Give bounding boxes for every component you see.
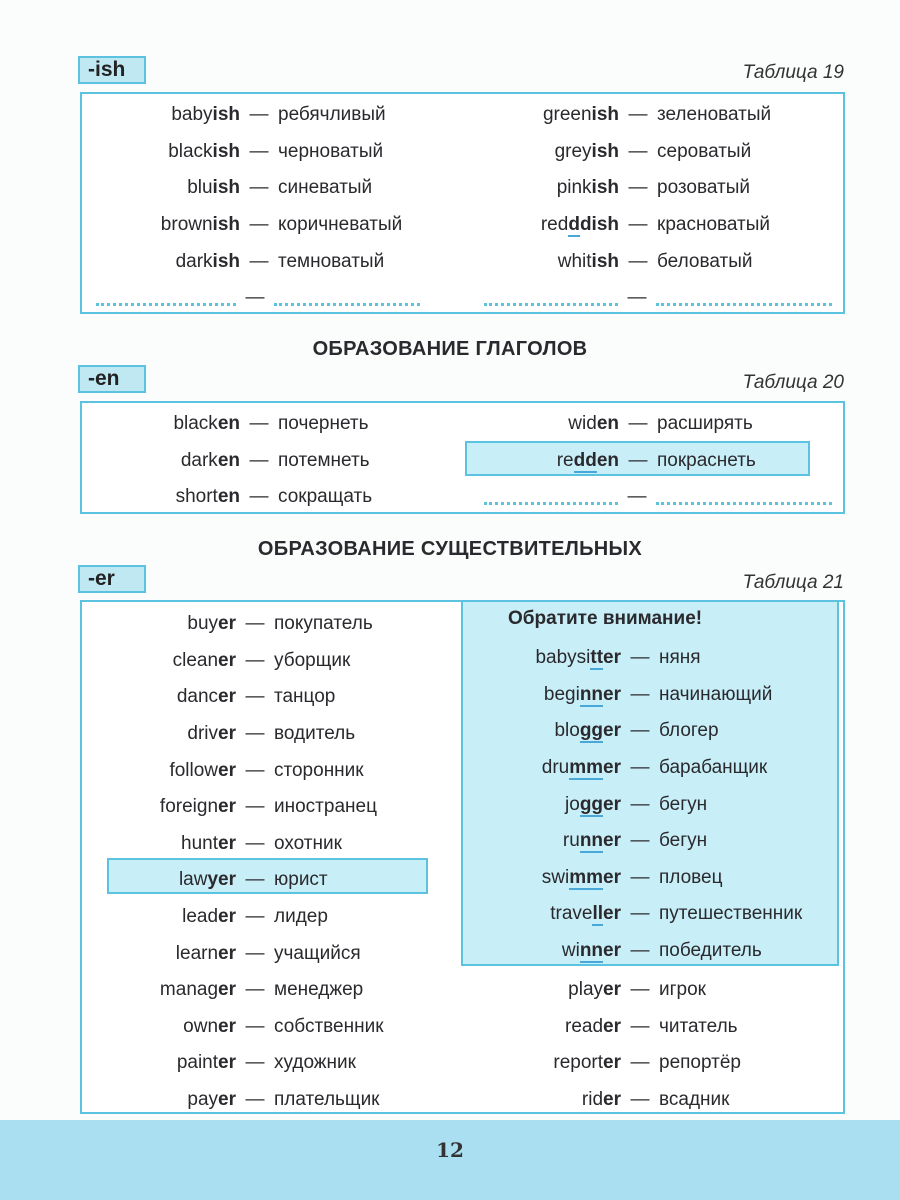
word-suffix: en <box>217 486 240 508</box>
word-entry <box>460 786 802 823</box>
word-suffix: er <box>603 683 621 705</box>
word-suffix: er <box>218 723 236 745</box>
word-suffix: er <box>603 1015 621 1037</box>
russian-translation: юрист <box>274 869 328 891</box>
russian-translation: лидер <box>274 906 328 928</box>
dash: — <box>628 140 648 162</box>
dash: — <box>245 723 265 745</box>
dash: — <box>249 140 269 162</box>
english-word <box>462 177 619 199</box>
doubled-letters: dd <box>573 449 597 471</box>
word-entry <box>82 479 372 516</box>
word-suffix: en <box>596 449 619 471</box>
word-stem: swi <box>541 866 570 888</box>
dash: — <box>630 866 650 888</box>
word-stem: black <box>168 140 213 162</box>
dash: — <box>249 449 269 471</box>
dash: — <box>245 796 265 818</box>
russian-translation: начинающий <box>659 683 773 705</box>
word-suffix: en <box>217 413 240 435</box>
dash: — <box>628 250 648 272</box>
english-word <box>460 684 621 706</box>
russian-translation: танцор <box>274 686 336 708</box>
dash: — <box>630 1089 650 1111</box>
word-entry <box>462 406 756 443</box>
dash: — <box>245 686 265 708</box>
russian-translation: барабанщик <box>659 757 768 779</box>
doubled-letters: nn <box>579 830 604 852</box>
word-entry <box>80 1045 384 1082</box>
english-word <box>82 413 240 435</box>
russian-translation: менеджер <box>274 979 364 1001</box>
word-suffix: er <box>603 979 621 1001</box>
english-word <box>460 867 621 889</box>
word-stem: learn <box>175 942 219 964</box>
english-word <box>460 794 621 816</box>
dash: — <box>630 757 650 779</box>
table-19-left-column <box>82 97 402 280</box>
english-word <box>80 723 236 745</box>
word-suffix: dish <box>579 214 619 236</box>
word-suffix: er <box>218 1052 236 1074</box>
dash: — <box>630 830 650 852</box>
word-suffix: er <box>603 866 621 888</box>
doubled-letters: gg <box>579 720 604 742</box>
doubled-letters: nn <box>579 940 604 962</box>
table-19 <box>80 92 845 314</box>
word-suffix: ish <box>591 140 619 162</box>
word-suffix: ish <box>212 177 240 199</box>
russian-translation: иностранец <box>274 796 377 818</box>
english-word <box>80 650 236 672</box>
word-entry <box>462 207 771 244</box>
word-entry <box>462 97 771 134</box>
word-entry <box>460 823 802 860</box>
word-stem: green <box>542 104 592 126</box>
word-entry <box>80 1009 384 1046</box>
table-21-right-column <box>460 972 741 1118</box>
english-word <box>462 214 619 236</box>
russian-translation: расширять <box>657 413 753 435</box>
word-suffix: er <box>218 1015 236 1037</box>
word-entry <box>462 443 756 480</box>
english-word <box>80 979 236 1001</box>
word-entry <box>80 789 384 826</box>
russian-translation: художник <box>274 1052 356 1074</box>
word-entry <box>460 972 741 1009</box>
table-19-right-column <box>462 97 771 280</box>
russian-translation: уборщик <box>274 649 351 671</box>
word-stem: babysi <box>535 647 591 669</box>
dash: — <box>245 869 265 891</box>
word-entry <box>462 243 771 280</box>
word-stem: manag <box>159 979 219 1001</box>
word-stem: follow <box>169 759 219 781</box>
dash: — <box>630 1015 650 1037</box>
word-entry <box>80 862 384 899</box>
russian-translation: путешественник <box>659 903 803 925</box>
word-stem: short <box>175 486 218 508</box>
dash: — <box>245 1089 265 1111</box>
english-word <box>460 647 621 669</box>
table-19-label: Таблица 19 <box>742 62 844 83</box>
word-entry <box>460 1082 741 1119</box>
russian-translation: зеленоватый <box>657 104 772 126</box>
word-stem: play <box>568 979 604 1001</box>
word-stem: foreign <box>159 796 219 818</box>
word-suffix: er <box>603 647 621 669</box>
doubled-letters: nn <box>579 683 604 705</box>
word-suffix: er <box>603 903 621 925</box>
russian-translation: ребячливый <box>278 104 386 126</box>
word-entry <box>460 896 802 933</box>
word-entry <box>460 640 802 677</box>
russian-translation: игрок <box>659 979 706 1001</box>
doubled-letters: tt <box>590 647 604 669</box>
blank-row-right: — <box>484 479 832 516</box>
word-stem: report <box>553 1052 604 1074</box>
dash: — <box>628 214 648 236</box>
table-20-right-column <box>462 406 756 479</box>
suffix-tag-ish: -ish <box>78 56 146 84</box>
russian-translation: всадник <box>659 1089 730 1111</box>
doubled-letters: d <box>568 214 580 236</box>
word-entry <box>82 443 372 480</box>
word-suffix: er <box>218 686 236 708</box>
word-suffix: ish <box>212 214 240 236</box>
table-21-label: Таблица 21 <box>742 572 844 593</box>
dash: — <box>245 649 265 671</box>
word-suffix: en <box>217 449 240 471</box>
table-21-left-column <box>80 606 384 1118</box>
russian-translation: бегун <box>659 793 708 815</box>
english-word <box>80 1016 236 1038</box>
note-title: Обратите внимание! <box>508 608 703 629</box>
russian-translation: потемнеть <box>278 449 370 471</box>
english-word <box>82 141 240 163</box>
dash: — <box>630 979 650 1001</box>
dash: — <box>245 979 265 1001</box>
english-word <box>460 1052 621 1074</box>
russian-translation: покраснеть <box>657 449 756 471</box>
blank-row-right: — <box>484 280 832 317</box>
word-entry <box>82 170 402 207</box>
word-suffix: er <box>218 613 236 635</box>
english-word <box>460 940 621 962</box>
word-suffix: ish <box>212 250 240 272</box>
russian-translation: охотник <box>274 832 342 854</box>
english-word <box>460 1089 621 1111</box>
table-20 <box>80 401 845 514</box>
english-word <box>462 413 619 435</box>
word-suffix: ish <box>591 177 619 199</box>
english-word <box>462 141 619 163</box>
english-word <box>80 613 236 635</box>
english-word <box>460 903 621 925</box>
dash: — <box>630 793 650 815</box>
section-heading-nouns: ОБРАЗОВАНИЕ СУЩЕСТВИТЕЛЬНЫХ <box>257 538 643 560</box>
word-stem: driv <box>187 723 219 745</box>
word-suffix: er <box>603 757 621 779</box>
dash: — <box>630 1052 650 1074</box>
russian-translation: черноватый <box>278 140 384 162</box>
word-stem: read <box>565 1015 604 1037</box>
word-stem: buy <box>187 613 219 635</box>
word-stem: ru <box>562 830 580 852</box>
english-word <box>80 833 236 855</box>
word-stem: dark <box>175 250 213 272</box>
word-stem: red <box>540 214 569 236</box>
word-entry <box>460 860 802 897</box>
doubled-letters: ll <box>592 903 604 925</box>
doubled-letters: gg <box>579 793 604 815</box>
english-word <box>460 979 621 1001</box>
word-entry <box>82 243 402 280</box>
word-stem: re <box>556 449 574 471</box>
russian-translation: темноватый <box>278 250 385 272</box>
word-entry <box>80 679 384 716</box>
dash: — <box>630 647 650 669</box>
word-stem: pay <box>187 1089 219 1111</box>
word-entry <box>460 1009 741 1046</box>
word-suffix: er <box>218 906 236 928</box>
english-word <box>80 1089 236 1111</box>
word-stem: dru <box>541 757 570 779</box>
word-entry <box>80 716 384 753</box>
page-number: 12 <box>436 1138 464 1162</box>
table-20-left-column <box>82 406 372 516</box>
russian-translation: плательщик <box>274 1089 380 1111</box>
word-suffix: er <box>603 793 621 815</box>
dash: — <box>245 759 265 781</box>
english-word <box>462 251 619 273</box>
word-stem: wid <box>568 413 597 435</box>
word-stem: clean <box>172 649 219 671</box>
word-entry <box>82 134 402 171</box>
word-stem: dark <box>180 449 218 471</box>
word-stem: lead <box>182 906 219 928</box>
russian-translation: няня <box>659 647 701 669</box>
word-stem: blu <box>187 177 213 199</box>
english-word <box>460 830 621 852</box>
english-word <box>462 450 619 472</box>
dash: — <box>630 903 650 925</box>
english-word <box>82 177 240 199</box>
word-stem: grey <box>554 140 592 162</box>
word-stem: hunt <box>181 832 219 854</box>
english-word <box>80 796 236 818</box>
word-stem: trave <box>550 903 593 925</box>
word-stem: pink <box>556 177 592 199</box>
english-word <box>80 1052 236 1074</box>
word-suffix: er <box>218 649 236 671</box>
word-entry <box>80 935 384 972</box>
word-entry <box>460 1045 741 1082</box>
dash: — <box>249 413 269 435</box>
english-word <box>80 869 236 891</box>
word-suffix: er <box>218 796 236 818</box>
english-word <box>460 757 621 779</box>
suffix-tag-er: -er <box>78 565 146 593</box>
word-suffix: en <box>596 413 619 435</box>
word-suffix: ish <box>212 104 240 126</box>
word-suffix: er <box>218 759 236 781</box>
word-entry <box>80 752 384 789</box>
doubled-letters: mm <box>569 866 604 888</box>
note-list <box>460 640 802 969</box>
dash: — <box>245 832 265 854</box>
russian-translation: красноватый <box>657 214 771 236</box>
dash: — <box>245 613 265 635</box>
word-entry <box>80 1082 384 1119</box>
word-suffix: ish <box>212 140 240 162</box>
dash: — <box>630 940 650 962</box>
english-word <box>82 486 240 508</box>
russian-translation: беловатый <box>657 250 753 272</box>
word-suffix: er <box>603 720 621 742</box>
word-stem: jo <box>565 793 580 815</box>
doubled-letters: mm <box>569 757 604 779</box>
word-stem: whit <box>557 250 592 272</box>
word-suffix: er <box>603 1089 621 1111</box>
word-entry <box>80 899 384 936</box>
russian-translation: розоватый <box>657 177 750 199</box>
word-entry <box>460 933 802 970</box>
word-entry <box>80 643 384 680</box>
word-suffix: yer <box>207 869 236 891</box>
russian-translation: читатель <box>659 1015 738 1037</box>
word-suffix: er <box>218 979 236 1001</box>
blank-row-left: — <box>96 280 420 317</box>
dash: — <box>249 214 269 236</box>
dash: — <box>249 104 269 126</box>
word-stem: wi <box>561 940 580 962</box>
dash: — <box>245 1052 265 1074</box>
word-stem: law <box>178 869 208 891</box>
dash: — <box>628 413 648 435</box>
word-entry <box>82 207 402 244</box>
russian-translation: сторонник <box>274 759 364 781</box>
russian-translation: синеватый <box>278 177 373 199</box>
dash: — <box>628 104 648 126</box>
word-stem: baby <box>171 104 213 126</box>
word-entry <box>80 826 384 863</box>
english-word <box>460 720 621 742</box>
word-suffix: ish <box>591 250 619 272</box>
russian-translation: сероватый <box>657 140 752 162</box>
word-stem: blo <box>554 720 580 742</box>
dash: — <box>249 486 269 508</box>
word-stem: begi <box>543 683 580 705</box>
dash: — <box>630 683 650 705</box>
word-suffix: er <box>218 832 236 854</box>
word-suffix: ish <box>591 104 619 126</box>
dash: — <box>628 177 648 199</box>
word-suffix: er <box>603 1052 621 1074</box>
english-word <box>80 906 236 928</box>
russian-translation: сокращать <box>278 486 373 508</box>
dash: — <box>628 449 648 471</box>
english-word <box>462 104 619 126</box>
english-word <box>80 686 236 708</box>
dash: — <box>249 250 269 272</box>
dash: — <box>245 1015 265 1037</box>
word-entry <box>462 134 771 171</box>
word-entry <box>460 677 802 714</box>
russian-translation: коричневатый <box>278 214 403 236</box>
russian-translation: водитель <box>274 723 356 745</box>
russian-translation: бегун <box>659 830 708 852</box>
suffix-tag-en: -en <box>78 365 146 393</box>
dash: — <box>630 720 650 742</box>
russian-translation: собственник <box>274 1015 384 1037</box>
word-suffix: er <box>218 942 236 964</box>
russian-translation: покупатель <box>274 613 373 635</box>
russian-translation: победитель <box>659 940 762 962</box>
table-20-label: Таблица 20 <box>742 372 844 393</box>
word-entry <box>462 170 771 207</box>
word-suffix: er <box>603 830 621 852</box>
section-heading-verbs: ОБРАЗОВАНИЕ ГЛАГОЛОВ <box>312 338 588 360</box>
english-word <box>80 943 236 965</box>
word-entry <box>80 606 384 643</box>
dash: — <box>245 906 265 928</box>
word-suffix: er <box>603 940 621 962</box>
word-stem: own <box>183 1015 219 1037</box>
word-stem: black <box>173 413 218 435</box>
word-entry <box>460 713 802 750</box>
russian-translation: блогер <box>659 720 719 742</box>
russian-translation: учащийся <box>274 942 361 964</box>
russian-translation: почернеть <box>278 413 369 435</box>
english-word <box>82 104 240 126</box>
english-word <box>82 214 240 236</box>
word-stem: paint <box>176 1052 219 1074</box>
english-word <box>82 251 240 273</box>
word-entry <box>82 97 402 134</box>
dash: — <box>245 942 265 964</box>
dash: — <box>249 177 269 199</box>
english-word <box>460 1016 621 1038</box>
russian-translation: репортёр <box>659 1052 741 1074</box>
word-entry <box>80 972 384 1009</box>
word-entry <box>460 750 802 787</box>
russian-translation: пловец <box>659 866 723 888</box>
word-stem: danc <box>176 686 219 708</box>
word-suffix: er <box>218 1089 236 1111</box>
word-stem: rid <box>581 1089 604 1111</box>
word-entry <box>82 406 372 443</box>
english-word <box>82 450 240 472</box>
word-stem: brown <box>160 214 213 236</box>
english-word <box>80 760 236 782</box>
